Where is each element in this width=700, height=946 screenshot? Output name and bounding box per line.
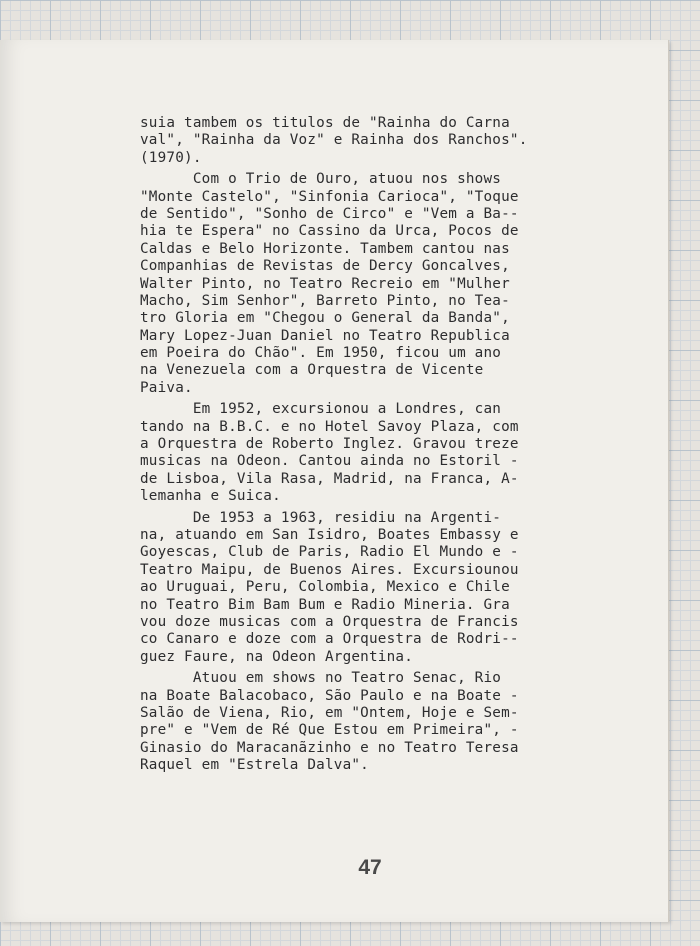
text-line: musicas na Odeon. Cantou ainda no Estoril - xyxy=(140,453,519,470)
text-line: (1970). xyxy=(140,149,202,166)
text-line: Raquel em "Estrela Dalva". xyxy=(140,757,369,774)
text-line: vou doze musicas com a Orquestra de Francis xyxy=(140,613,519,630)
text-line: Atuou em shows no Teatro Senac, Rio xyxy=(140,670,502,687)
paragraph xyxy=(140,115,620,167)
text-line: na Boate Balacobaco, São Paulo e na Boate - xyxy=(140,687,519,704)
text-line: na Venezuela com a Orquestra de Vicente xyxy=(140,362,484,379)
text-line: Teatro Maipu, de Buenos Aires. Excursiounou xyxy=(140,561,519,578)
text-line: "Monte Castelo", "Sinfonia Carioca", "Toque xyxy=(140,188,519,205)
text-line: tro Gloria em "Chegou o General da Banda", xyxy=(140,310,510,327)
text-line: Macho, Sim Senhor", Barreto Pinto, no Tea- xyxy=(140,292,510,309)
text-line: de Lisboa, Vila Rasa, Madrid, na Franca, A- xyxy=(140,470,519,487)
text-line: no Teatro Bim Bam Bum e Radio Mineria. Gra xyxy=(140,596,510,613)
text-line: Mary Lopez-Juan Daniel no Teatro Republica xyxy=(140,327,510,344)
text-line: tando na B.B.C. e no Hotel Savoy Plaza, com xyxy=(140,418,519,435)
text-line: em Poeira do Chão". Em 1950, ficou um ano xyxy=(140,345,502,362)
text-line: suia tambem os titulos de "Rainha do Carna xyxy=(140,115,510,131)
paragraph xyxy=(140,401,620,505)
text-line: Companhias de Revistas de Dercy Goncalves, xyxy=(140,258,510,275)
text-line: co Canaro e doze com a Orquestra de Rodri-- xyxy=(140,631,519,648)
text-line: Caldas e Belo Horizonte. Tambem cantou nas xyxy=(140,240,510,257)
text-line: ao Uruguai, Peru, Colombia, Mexico e Chile xyxy=(140,579,510,596)
text-line: Em 1952, excursionou a Londres, can xyxy=(140,401,502,418)
page-number: 47 xyxy=(358,856,382,879)
paragraph xyxy=(140,171,620,397)
text-line: lemanha e Suica. xyxy=(140,488,281,505)
text-line: Ginasio do Maracanãzinho e no Teatro Teresa xyxy=(140,739,519,756)
paragraph xyxy=(140,510,620,667)
text-line: a Orquestra de Roberto Inglez. Gravou treze xyxy=(140,436,519,453)
text-line: Com o Trio de Ouro, atuou nos shows xyxy=(140,171,502,188)
text-line: hia te Espera" no Cassino da Urca, Pocos de xyxy=(140,223,519,240)
text-line: de Sentido", "Sonho de Circo" e "Vem a Ba-- xyxy=(140,205,519,222)
text-line: De 1953 a 1963, residiu na Argenti- xyxy=(140,509,502,526)
text-line: Paiva. xyxy=(140,379,193,396)
paragraph xyxy=(140,670,620,774)
text-line: Goyescas, Club de Paris, Radio El Mundo e - xyxy=(140,544,519,561)
typed-text-body xyxy=(140,115,620,778)
text-line: val", "Rainha da Voz" e Rainha dos Ranchos". xyxy=(140,132,528,149)
text-line: Salão de Viena, Rio, em "Ontem, Hoje e Sem- xyxy=(140,704,519,721)
text-line: pre" e "Vem de Ré Que Estou em Primeira", - xyxy=(140,722,519,739)
text-line: Walter Pinto, no Teatro Recreio em "Mulher xyxy=(140,275,510,292)
text-line: na, atuando em San Isidro, Boates Embassy e xyxy=(140,526,519,543)
text-line: guez Faure, na Odeon Argentina. xyxy=(140,648,414,665)
